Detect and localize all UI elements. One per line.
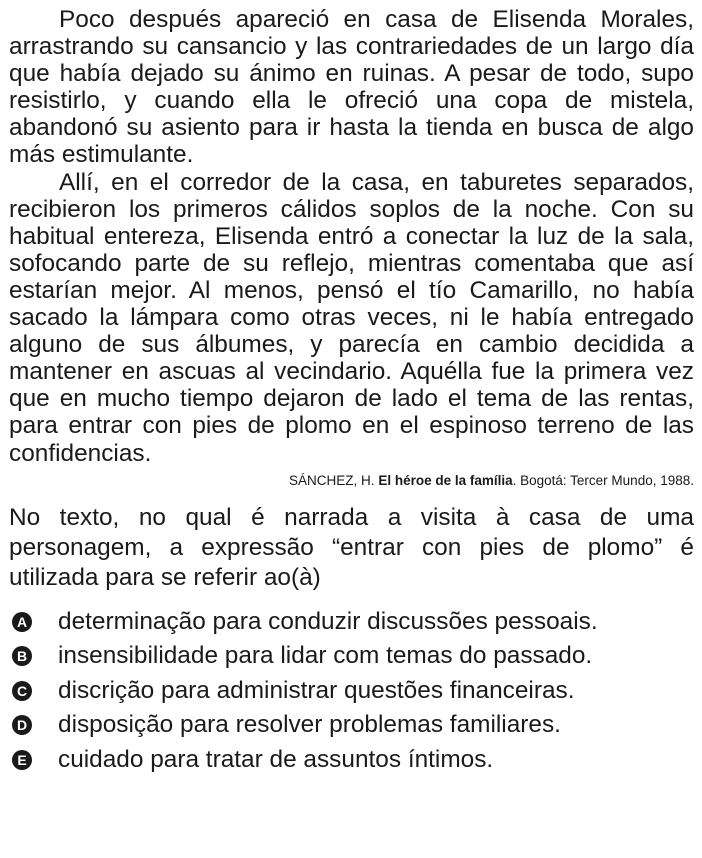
option-letter-badge: D xyxy=(12,715,32,735)
option-c[interactable] xyxy=(9,674,694,709)
passage-paragraph: Allí, en el corredor de la casa, en taburetes separados, recibieron los primeros cálidos soplos de la noche. Con su habitual entereza, Elisenda entró a conectar la luz de la sala, sofocando parte de su reflejo, mientras comentaba que así estarían mejor. Al menos, pensó el tío Camarillo, no había sacado la lámpara como otras veces, ni le había entregado alguno de sus álbumes, y parecía en cambio decidida a mantener en ascuas al vecindario. Aquélla fue la primera vez que en mucho tiempo dejaron de lado el tema de las rentas, para entrar con pies de plomo en el espinoso terreno de las confidencias. xyxy=(9,168,694,467)
option-text: insensibilidade para lidar com temas do passado. xyxy=(58,642,593,670)
passage-paragraph: Poco después apareció en casa de Elisenda Morales, arrastrando su cansancio y las contrariedades de un largo día que había dejado su ánimo en ruinas. A pesar de todo, supo resistirlo, y cuando ella le ofreció una copa de mistela, abandonó su asiento para ir hasta la tienda en busca de algo más estimulante. xyxy=(9,6,694,169)
option-text: discrição para administrar questões financeiras. xyxy=(58,676,575,704)
option-b[interactable] xyxy=(9,639,694,674)
option-e[interactable] xyxy=(9,743,694,778)
option-letter-badge: E xyxy=(12,750,32,770)
option-letter-badge: B xyxy=(12,646,32,666)
option-text: cuidado para tratar de assuntos íntimos. xyxy=(58,745,494,773)
citation-author: SÁNCHEZ, H. xyxy=(289,472,379,488)
answer-options xyxy=(9,605,694,778)
question-stem: No texto, no qual é narrada a visita à casa de uma personagem, a expressão “entrar con pies de plomo” é utilizada para se referir ao(à) xyxy=(9,503,694,591)
option-letter-badge: A xyxy=(12,612,32,632)
text-passage xyxy=(9,6,694,467)
citation-details: . Bogotá: Tercer Mundo, 1988. xyxy=(512,472,694,488)
option-text: disposição para resolver problemas familiares. xyxy=(58,711,561,739)
option-d[interactable] xyxy=(9,708,694,743)
option-letter-badge: C xyxy=(12,681,32,701)
citation-title: El héroe de la família xyxy=(378,472,513,488)
option-a[interactable] xyxy=(9,605,694,640)
source-citation xyxy=(9,471,694,491)
option-text: determinação para conduzir discussões pessoais. xyxy=(58,607,598,635)
